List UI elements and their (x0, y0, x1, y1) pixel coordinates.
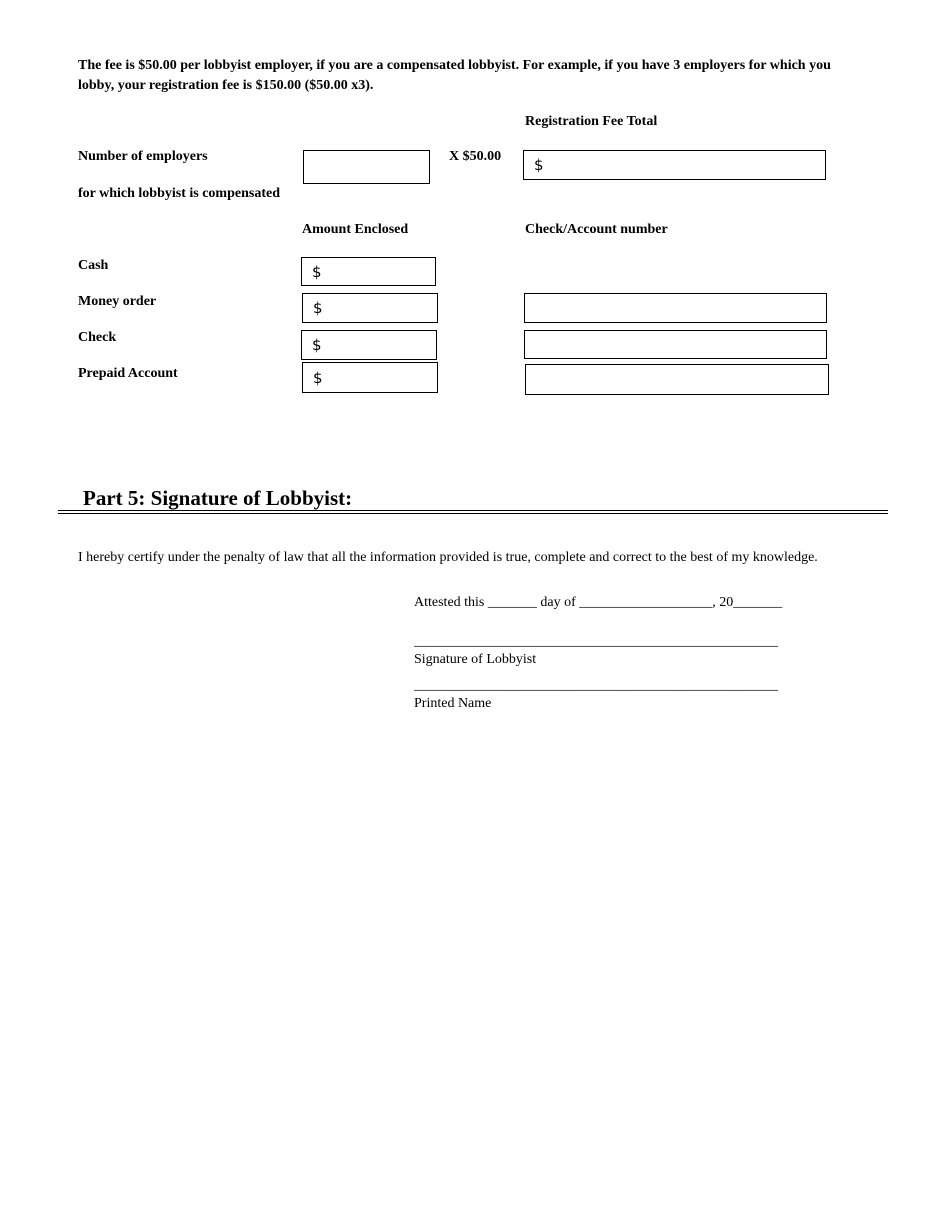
currency-prefix: $ (313, 299, 323, 317)
multiplier-label: X $50.00 (449, 149, 502, 164)
fee-instructions: The fee is $50.00 per lobbyist employer, if you are a compensated lobbyist. For example, if you have 3 employers for which you lobby, your registration fee is $150.00 ($50.00 x3). (78, 58, 831, 93)
signature-line[interactable]: ____________________________________________________ (414, 634, 778, 649)
prepaid-account-label: Prepaid Account (78, 366, 178, 381)
printed-name-line[interactable]: ____________________________________________________ (414, 678, 778, 693)
currency-prefix: $ (313, 368, 323, 387)
check-number-input[interactable] (524, 330, 827, 359)
certification-text: I hereby certify under the penalty of law that all the information provided is true, complete and correct to the best of my knowledge. (78, 550, 818, 565)
prepaid-account-amount-input[interactable] (302, 362, 438, 393)
check-amount-input[interactable] (301, 330, 437, 360)
part5-heading: Part 5: Signature of Lobbyist: (83, 486, 353, 510)
money-order-label: Money order (78, 294, 157, 309)
number-of-employers-input[interactable] (303, 150, 430, 184)
money-order-amount-input[interactable] (302, 293, 438, 323)
registration-fee-total-input[interactable] (523, 150, 826, 180)
heading-divider-bottom (58, 513, 888, 514)
prepaid-account-number-input[interactable] (525, 364, 829, 395)
money-order-number-input[interactable] (524, 293, 827, 323)
heading-divider-top (58, 510, 888, 511)
printed-name-label: Printed Name (414, 696, 492, 711)
currency-prefix: $ (534, 156, 544, 174)
number-of-employers-label: Number of employers (78, 149, 208, 164)
amount-enclosed-label: Amount Enclosed (302, 222, 409, 237)
check-account-number-label: Check/Account number (525, 222, 668, 237)
cash-label: Cash (78, 258, 109, 273)
currency-prefix: $ (312, 336, 322, 354)
compensated-label: for which lobbyist is compensated (78, 186, 280, 201)
attested-date-line[interactable]: Attested this _______ day of ___________________, 20_______ (414, 595, 783, 610)
currency-prefix: $ (312, 262, 322, 281)
check-label: Check (78, 330, 117, 345)
signature-of-lobbyist-label: Signature of Lobbyist (414, 652, 537, 667)
registration-fee-total-label: Registration Fee Total (525, 114, 658, 129)
cash-amount-input[interactable] (301, 257, 436, 286)
